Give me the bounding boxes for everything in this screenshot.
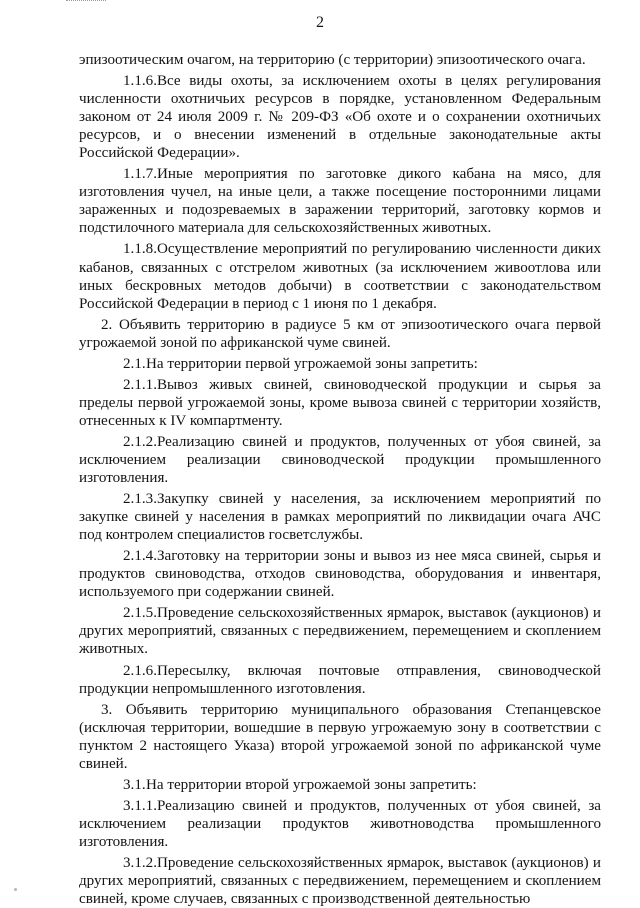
paragraph-number: 1.1.6. xyxy=(123,73,157,90)
paragraph-continuation xyxy=(79,51,601,69)
paragraph-number: 2.1.3. xyxy=(123,491,157,508)
paragraph-3-1-1 xyxy=(79,797,601,851)
paragraph-text: Закупку свиней у населения, за исключением мероприятий по закупке свиней у населения в рамках мероприятий по ликвидации очага АЧС под контролем специалистов госветслужбы. xyxy=(79,491,601,544)
paragraph-text: Вывоз живых свиней, свиноводческой продукции и сырья за пределы первой угрожаемой зоны, кроме вывоза свиней с территории хозяйств, отнесенных к IV компартменту. xyxy=(79,376,601,429)
scan-speck xyxy=(14,888,17,891)
paragraph-1-1-8 xyxy=(79,240,601,312)
paragraph-number: 3.1.1. xyxy=(123,797,157,814)
paragraph-text: 2. Объявить территорию в радиусе 5 км от эпизоотического очага первой угрожаемой зоной по африканской чуме свиней. xyxy=(79,316,601,351)
paragraph-text: Реализацию свиней и продуктов, полученных от убоя свиней, за исключением реализации продуктов животноводства промышленного изготовления. xyxy=(79,797,601,850)
paragraph-text: Проведение сельскохозяйственных ярмарок, выставок (аукционов) и других мероприятий, связанных с передвижением, перемещением и скоплением свиней, кроме случаев, связанных с производственной деятельностью xyxy=(79,854,601,908)
paragraph-number: 1.1.8. xyxy=(123,241,157,258)
paragraph-number: 1.1.7. xyxy=(123,166,157,183)
paragraph-2-1-1 xyxy=(79,376,601,430)
page-number: 2 xyxy=(316,14,324,31)
paragraph-number: 2.1.6. xyxy=(123,662,157,679)
paragraph-text: Проведение сельскохозяйственных ярмарок, выставок (аукционов) и других мероприятий, связанных с передвижением, перемещением и скоплением животных. xyxy=(79,605,601,658)
paragraph-number: 3.1.2. xyxy=(123,854,157,871)
paragraph-number: 2.1.1. xyxy=(123,376,157,393)
paragraph-3-1-2 xyxy=(79,854,601,908)
paragraph-2-1-2 xyxy=(79,433,601,487)
paragraph-2-1 xyxy=(79,355,601,373)
paragraph-text: Заготовку на территории зоны и вывоз из нее мяса свиней, сырья и продуктов свиноводства, отходов свиноводства, оборудования и инвентаря, используемого при содержании свиней. xyxy=(79,548,601,601)
paragraph-number: 2.1.5. xyxy=(123,605,157,622)
paragraph-text: эпизоотическим очагом, на территорию (с территории) эпизоотического очага. xyxy=(79,52,586,68)
paragraph-text: Все виды охоты, за исключением охоты в целях регулирования численности охотничьих ресурсов в порядке, установленном Федеральным законом от 24 июля 2009 г. № 209-ФЗ «Об охоте и о сохранении охотничьих ресурсов, и о внесении изменений в отдельные законодательные акты Российской Федерации». xyxy=(79,73,601,162)
paragraph-3-1 xyxy=(79,776,601,794)
paragraph-1-1-7 xyxy=(79,165,601,237)
paragraph-1-1-6 xyxy=(79,72,601,162)
paragraph-text: Осуществление мероприятий по регулированию численности диких кабанов, связанных с отстрелом животных (за исключением живоотлова или иных бескровных методов добычи) в соответствии с законодательством Российской Федерации в период с 1 июня по 1 декабря. xyxy=(79,241,601,312)
paragraph-text: На территории первой угрожаемой зоны запретить: xyxy=(146,355,478,372)
paragraph-number: 2.1.2. xyxy=(123,433,157,450)
paragraph-number: 2.1. xyxy=(123,355,146,372)
paragraph-2-1-4 xyxy=(79,547,601,601)
paragraph-2 xyxy=(79,316,601,352)
document-body xyxy=(79,51,601,908)
scan-edge-mark xyxy=(66,0,106,4)
paragraph-text: Пересылку, включая почтовые отправления, свиноводческой продукции непромышленного изготовления. xyxy=(79,662,601,697)
paragraph-text: Иные мероприятия по заготовке дикого кабана на мясо, для изготовления чучел, на иные цели, а также посещение посторонними лицами зараженных и подозреваемых в заражении территорий, заготовку кормов и подстилочного материала для сельскохозяйственных животных. xyxy=(79,166,601,237)
paragraph-number: 3.1. xyxy=(123,776,146,793)
paragraph-2-1-6 xyxy=(79,662,601,698)
paragraph-number: 2.1.4. xyxy=(123,548,157,565)
paragraph-text: На территории второй угрожаемой зоны запретить: xyxy=(146,776,477,793)
paragraph-2-1-3 xyxy=(79,490,601,544)
paragraph-text: 3. Объявить территорию муниципального образования Степанцевское (исключая территории, вошедшие в первую угрожаемую зону в соответствии с пунктом 2 настоящего Указа) второй угрожаемой зоной по африканской чуме свиней. xyxy=(79,701,601,772)
paragraph-2-1-5 xyxy=(79,604,601,658)
paragraph-3 xyxy=(79,701,601,773)
paragraph-text: Реализацию свиней и продуктов, полученных от убоя свиней, за исключением реализации свиноводческой продукции промышленного изготовления. xyxy=(79,433,601,487)
